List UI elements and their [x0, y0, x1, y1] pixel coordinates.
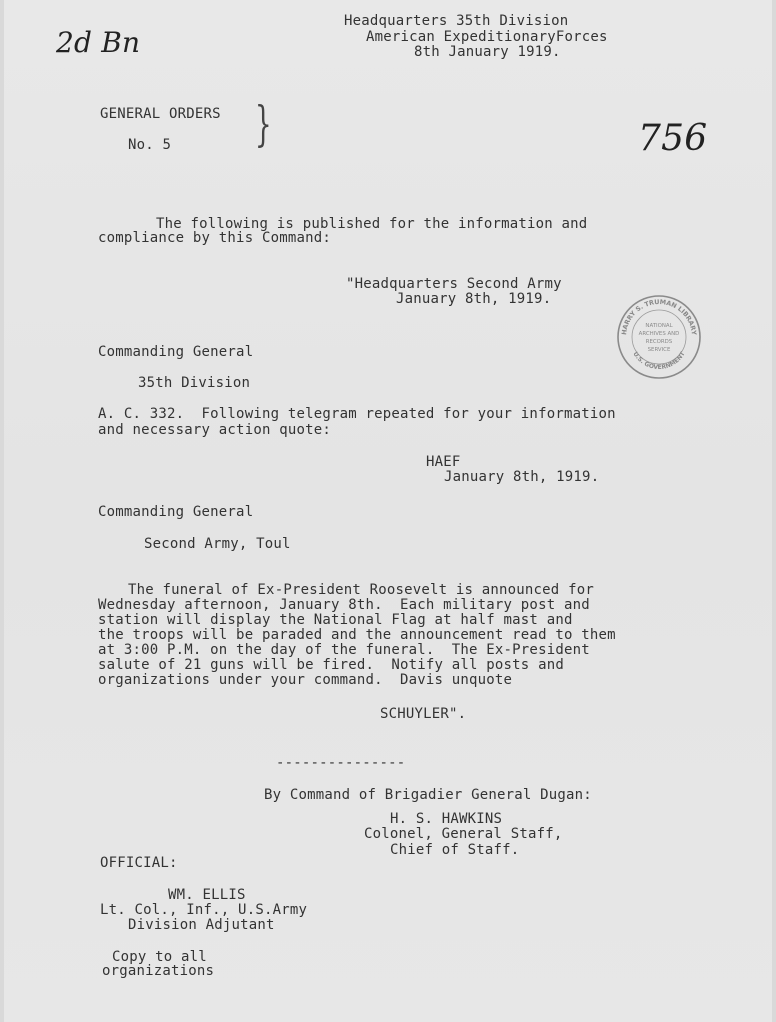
official-name: WM. ELLIS: [168, 887, 246, 903]
svg-text:SERVICE: SERVICE: [647, 347, 671, 353]
command-name: H. S. HAWKINS: [390, 811, 503, 827]
address-2-line-2: Second Army, Toul: [144, 536, 291, 552]
address-2-line-1: Commanding General: [98, 504, 254, 520]
official-title: Division Adjutant: [128, 917, 275, 933]
brace: }: [254, 96, 272, 152]
command-rank: Colonel, General Staff,: [364, 826, 563, 842]
official-label: OFFICIAL:: [100, 855, 178, 871]
address-1-line-2: 35th Division: [138, 375, 251, 391]
telegram-intro-line-1: A. C. 332. Following telegram repeated for your information: [98, 406, 616, 422]
handwritten-notation: 2d Bn: [56, 26, 141, 59]
body-line-3: station will display the National Flag at half mast and: [98, 612, 573, 628]
divider: ---------------: [276, 755, 406, 771]
body-line-4: the troops will be paraded and the announcement read to them: [98, 627, 616, 643]
body-signoff: SCHUYLER".: [380, 706, 467, 722]
header-line-2: American ExpeditionaryForces: [366, 29, 608, 45]
general-orders-number: No. 5: [128, 137, 172, 153]
body-line-2: Wednesday afternoon, January 8th. Each military post and: [98, 597, 590, 613]
command-title: Chief of Staff.: [390, 842, 520, 858]
telegram-header-line-1: HAEF: [426, 454, 461, 470]
telegram-intro-line-2: and necessary action quote:: [98, 422, 331, 438]
svg-text:ARCHIVES AND: ARCHIVES AND: [638, 331, 680, 337]
telegram-header-line-2: January 8th, 1919.: [444, 469, 600, 485]
document-page: [4, 0, 772, 1022]
address-1-line-1: Commanding General: [98, 344, 254, 360]
header-line-1: Headquarters 35th Division: [344, 13, 569, 29]
command-line: By Command of Brigadier General Dugan:: [264, 787, 592, 803]
quote-header-line-1: "Headquarters Second Army: [346, 276, 562, 292]
official-rank: Lt. Col., Inf., U.S.Army: [100, 902, 308, 918]
header-line-3: 8th January 1919.: [414, 44, 561, 60]
svg-text:RECORDS: RECORDS: [645, 339, 673, 345]
body-line-7: organizations under your command. Davis unquote: [98, 672, 513, 688]
stamp-bottom-text: U.S. GOVERNMENT: [631, 350, 687, 372]
general-orders-title: GENERAL ORDERS: [100, 106, 221, 122]
body-line-6: salute of 21 guns will be fired. Notify all posts and: [98, 657, 564, 673]
handwritten-file-number: 756: [638, 118, 708, 159]
body-line-1: The funeral of Ex-President Roosevelt is announced for: [128, 582, 594, 598]
copy-line-1: Copy to all: [112, 949, 207, 965]
copy-line-2: organizations: [102, 963, 215, 979]
archive-stamp: [616, 294, 702, 380]
intro-line-1: The following is published for the information and: [156, 216, 588, 232]
quote-header-line-2: January 8th, 1919.: [396, 291, 552, 307]
svg-text:NATIONAL: NATIONAL: [645, 323, 673, 329]
intro-line-2: compliance by this Command:: [98, 230, 331, 246]
stamp-outer-text: HARRY S. TRUMAN LIBRARY: [619, 297, 698, 336]
body-line-5: at 3:00 P.M. on the day of the funeral. The Ex-President: [98, 642, 590, 658]
